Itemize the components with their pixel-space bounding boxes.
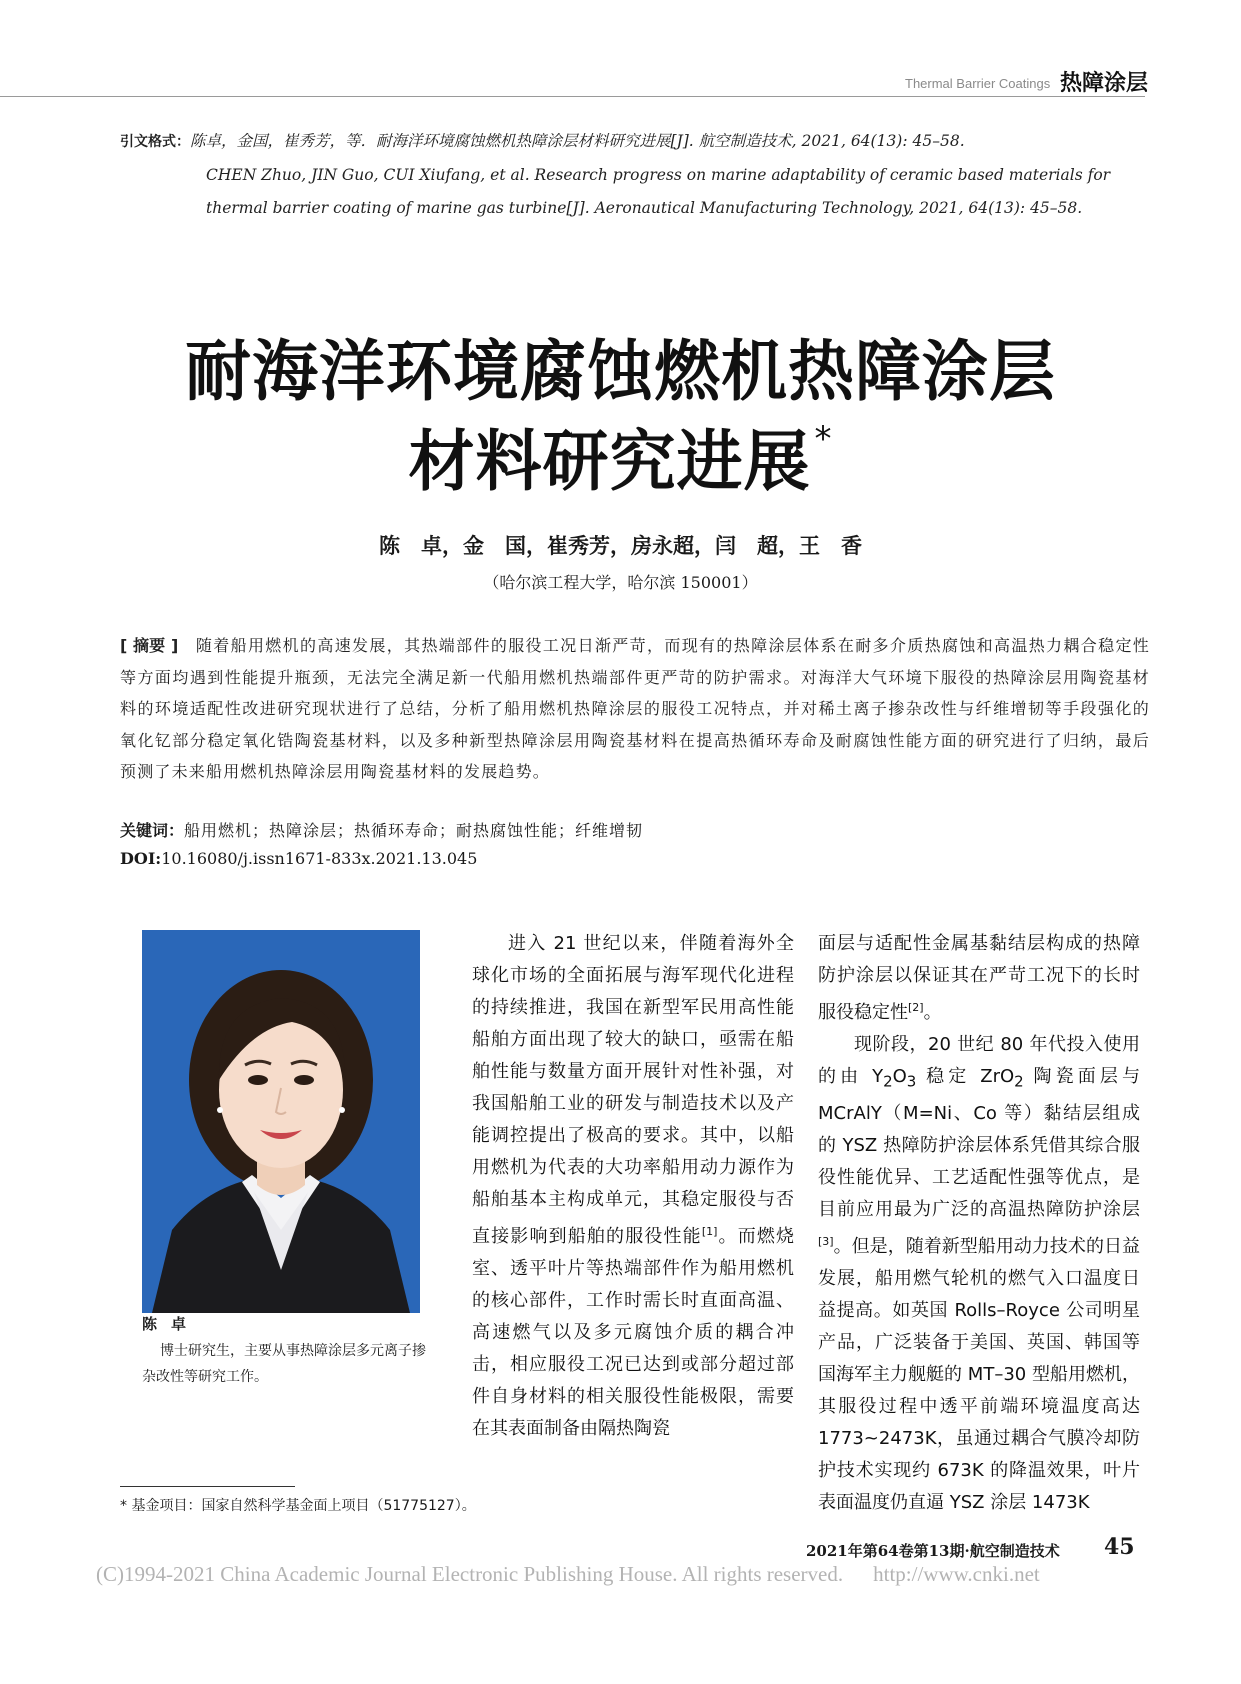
- body-paragraph: [472, 928, 794, 1445]
- author-list: 陈 卓，金 国，崔秀芳，房永超，闫 超，王 香: [379, 534, 862, 558]
- page-number: 45: [1104, 1534, 1135, 1560]
- keywords-text: 船用燃机；热障涂层；热循环寿命；耐热腐蚀性能；纤维增韧: [184, 821, 644, 840]
- subscript: 2: [883, 1072, 893, 1091]
- title-line-2-wrap: [0, 408, 1241, 503]
- copyright-text: (C)1994-2021 China Academic Journal Electronic Publishing House. All rights reserved.: [96, 1562, 844, 1586]
- reference-mark[interactable]: [1]: [701, 1225, 718, 1238]
- author-portrait-illustration: [142, 930, 420, 1313]
- citation-block: [120, 125, 1160, 225]
- abstract: [120, 630, 1150, 788]
- running-header-en: Thermal Barrier Coatings: [905, 76, 1051, 91]
- doi-label: DOI:: [120, 849, 162, 868]
- body-paragraph: [818, 928, 1140, 1029]
- copyright-watermark: [96, 1562, 1040, 1587]
- body-paragraph: [818, 1029, 1140, 1519]
- body-column-middle: [472, 928, 794, 1445]
- title-line-1: 耐海洋环境腐蚀燃机热障涂层: [185, 333, 1056, 410]
- affiliation: （哈尔滨工程大学，哈尔滨 150001）: [483, 573, 758, 592]
- title-line-2: 材料研究进展: [408, 423, 811, 500]
- keywords-label: 关键词：: [120, 821, 185, 840]
- abstract-text: 随着船用燃机的高速发展，其热端部件的服役工况日渐严苛，而现有的热障涂层体系在耐多介质热腐蚀和高温热力耦合稳定性等方面均遇到性能提升瓶颈，无法完全满足新一代船用燃机热端部件更严苛的防护需求。对海洋大气环境下服役的热障涂层用陶瓷基材料的环境适配性改进研究现状进行了总结，分析了船用燃机热障涂层的服役工况特点，并对稀土离子掺杂改性与纤维增韧等手段强化的氧化钇部分稳定氧化锆陶瓷基材料，以及多种新型热障涂层用陶瓷基材料在提高热循环寿命及耐腐蚀性能方面的研究进行了归纳，最后预测了未来船用燃机热障涂层用陶瓷基材料的发展趋势。: [120, 636, 1150, 781]
- issue-info: 2021年第64卷第13期·航空制造技术: [806, 1542, 1060, 1560]
- photo-caption-name: 陈卓: [142, 1315, 201, 1333]
- subscript: 3: [906, 1072, 917, 1091]
- footnote: [120, 1495, 476, 1515]
- footnote-rule: [120, 1486, 295, 1487]
- photo-caption-desc: 博士研究生，主要从事热障涂层多元离子掺杂改性等研究工作。: [142, 1343, 426, 1385]
- header-rule: [0, 96, 1145, 97]
- body-text: 现阶段，20 世纪 80 年代投入使用的由 Y: [818, 1034, 1140, 1087]
- reference-mark[interactable]: [3]: [818, 1234, 834, 1248]
- title-footnote-mark: *: [814, 419, 833, 459]
- reference-mark[interactable]: [2]: [908, 1001, 924, 1014]
- footnote-text: 国家自然科学基金面上项目（51775127）。: [201, 1498, 476, 1514]
- body-text: 进入 21 世纪以来，伴随着海外全球化市场的全面拓展与海军现代化进程的持续推进，我国在新型军民用高性能船舶方面出现了较大的缺口，亟需在船舶性能与数量方面开展针对性补强，对我国船舶工业的研发与制造技术以及产能调控提出了极高的要求。其中，以船用燃机为代表的大功率船用动力源作为船舶基本主构成单元，其稳定服役与否直接影响到船舶的服役性能: [472, 933, 794, 1247]
- body-text: 。而燃烧室、透平叶片等热端部件作为船用燃机的核心部件，工作时需长时直面高温、高速燃气以及多元腐蚀介质的耦合冲击，相应服役工况已达到或部分超过部件自身材料的相关服役性能极限，需要在其表面制备由隔热陶瓷: [472, 1226, 795, 1439]
- body-text: O: [892, 1066, 907, 1087]
- citation-en: CHEN Zhuo, JIN Guo, CUI Xiufang, et al. Research progress on marine adaptability of ceramic based materials for thermal barrier coating of marine gas turbine[J]. Aeronautical Manufacturing Technology, 2021, 64(13): 45–58.: [206, 166, 1111, 217]
- citation-cn: 陈卓，金国，崔秀芳，等．耐海洋环境腐蚀燃机热障涂层材料研究进展[J]. 航空制造技术, 2021, 64(13): 45–58.: [190, 132, 965, 150]
- body-column-right: [818, 928, 1140, 1519]
- doi-text[interactable]: 10.16080/j.issn1671-833x.2021.13.045: [161, 849, 478, 868]
- footnote-label: * 基金项目：: [120, 1498, 202, 1514]
- author-photo: [142, 930, 420, 1313]
- doi[interactable]: [120, 849, 477, 868]
- body-text: 面层与适配性金属基黏结层构成的热障防护涂层以保证其在严苛工况下的长时服役稳定性: [818, 933, 1140, 1023]
- abstract-label: [ 摘要 ]: [120, 636, 179, 655]
- body-text: 陶瓷面层与 MCrAlY（M=Ni、Co 等）黏结层组成的 YSZ 热障防护涂层体系凭借其综合服役性能优异、工艺适配性强等优点，是目前应用最为广泛的高温热障防护涂层: [818, 1066, 1141, 1220]
- cnki-url[interactable]: http://www.cnki.net: [873, 1562, 1040, 1586]
- body-text: 。: [923, 1002, 942, 1023]
- citation-label: 引文格式：: [120, 134, 190, 150]
- body-text: 。但是，随着新型船用动力技术的日益发展，船用燃气轮机的燃气入口温度日益提高。如英国 Rolls–Royce 公司明星产品，广泛装备于美国、英国、韩国等国海军主力舰艇的 MT–30 型船用燃机，其服役过程中透平前端环境温度高达 1773~2473K，虽通过耦合气膜冷却防护技术实现约 673K 的降温效果，叶片表面温度仍直逼 YSZ 涂层 1473K: [818, 1235, 1140, 1513]
- running-header-cn: 热障涂层: [1060, 71, 1149, 96]
- subscript: 2: [1014, 1072, 1024, 1091]
- keywords: [120, 818, 643, 841]
- body-text: 稳定 ZrO: [916, 1066, 1015, 1087]
